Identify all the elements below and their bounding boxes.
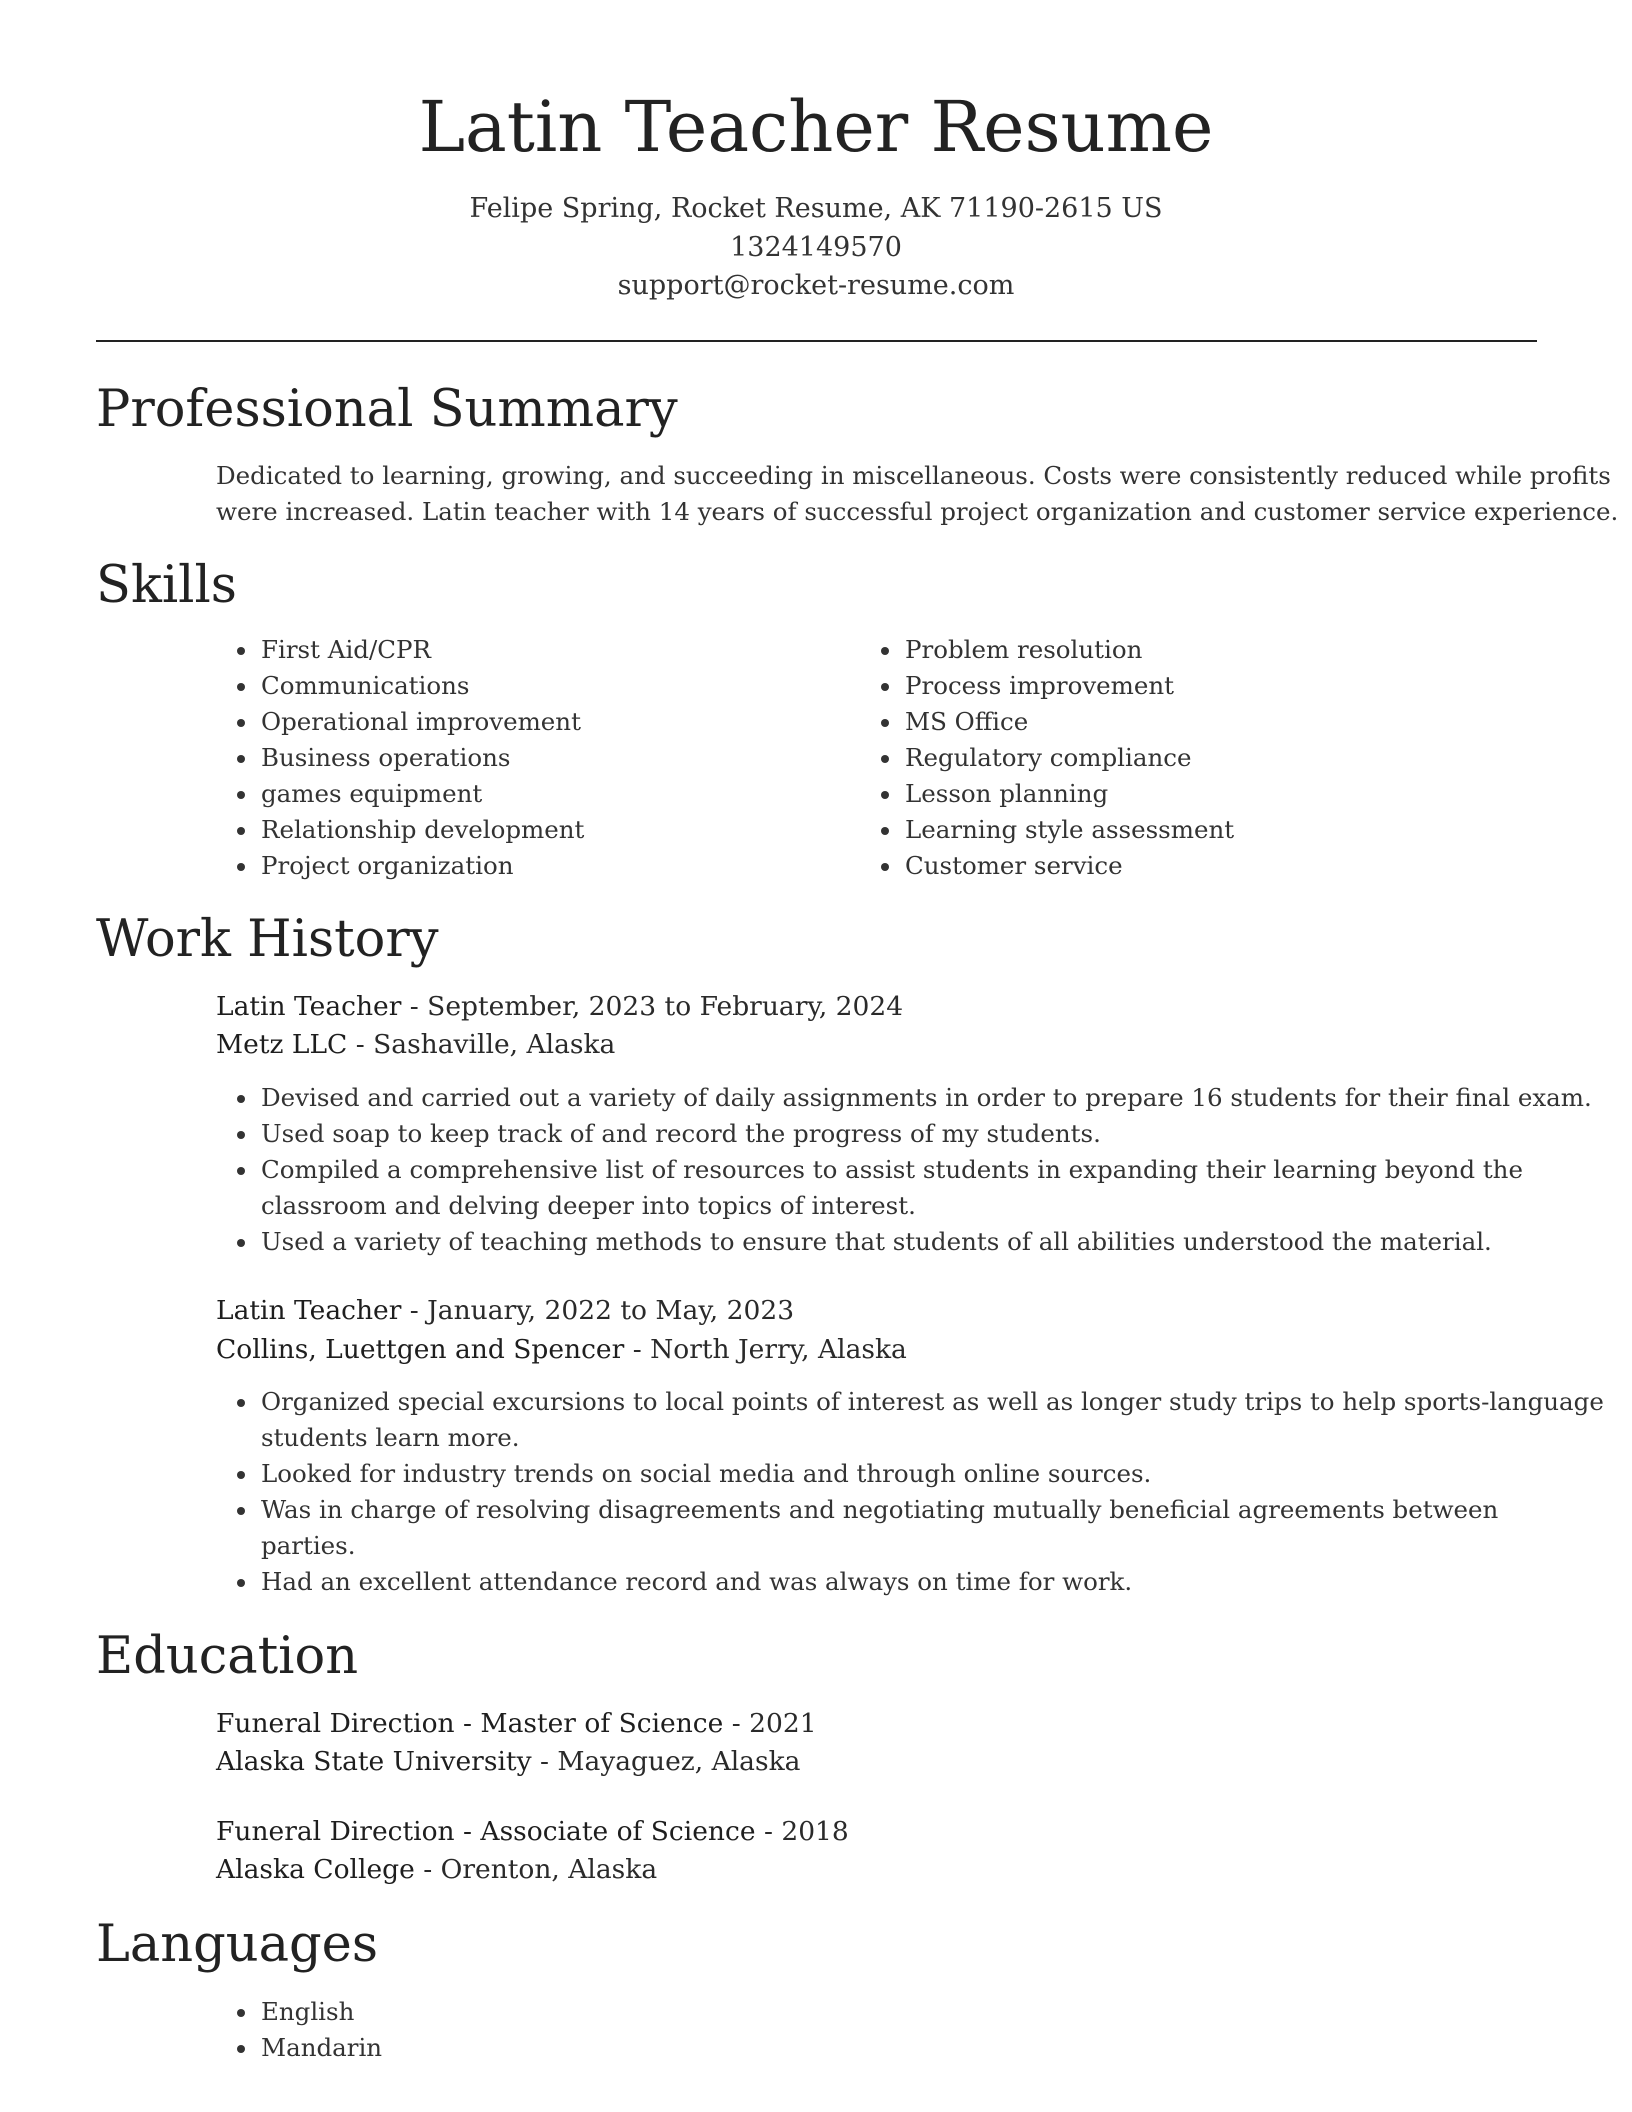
job-company: Metz LLC xyxy=(216,1029,348,1060)
summary-line: were increased. Latin teacher with 14 years of successful project organization and customer service experience. xyxy=(216,497,1619,526)
job-bullet: • Used a variety of teaching methods to ensure that students of all abilities understood the material. xyxy=(259,1224,1592,1260)
job-title-line xyxy=(216,988,903,1026)
skill-item: • Process improvement xyxy=(903,668,1234,704)
job-bullet: • Was in charge of resolving disagreements and negotiating mutually beneficial agreements between parties. xyxy=(259,1492,1604,1564)
education-heading: Education xyxy=(96,1627,359,1686)
skill-item: • Problem resolution xyxy=(903,632,1234,668)
skill-item: • Lesson planning xyxy=(903,776,1234,812)
summary-text xyxy=(216,458,1619,530)
degree-year: - 2021 xyxy=(723,1708,817,1739)
languages-heading: Languages xyxy=(96,1915,379,1974)
job-bullet: • Looked for industry trends on social media and through online sources. xyxy=(259,1456,1604,1492)
job-dates: - January, 2022 to May, 2023 xyxy=(401,1295,795,1326)
school: Alaska State University xyxy=(216,1746,532,1777)
job-location: - North Jerry, Alaska xyxy=(624,1334,907,1365)
language-item: • Mandarin xyxy=(259,2030,382,2066)
school-location: - Mayaguez, Alaska xyxy=(531,1746,801,1777)
school: Alaska College xyxy=(216,1854,415,1885)
job-bullet: • Had an excellent attendance record and was always on time for work. xyxy=(259,1564,1604,1600)
job-company-line xyxy=(216,1331,907,1369)
skill-item: • Project organization xyxy=(259,848,584,884)
job-title-line xyxy=(216,1292,794,1330)
skill-item: • Business operations xyxy=(259,740,584,776)
job-bullets xyxy=(216,1384,1604,1600)
summary-line: Dedicated to learning, growing, and succeeding in miscellaneous. Costs were consistently reduced while profits xyxy=(216,461,1611,490)
job-title: Latin Teacher xyxy=(216,991,402,1022)
skills-list-right xyxy=(860,632,1234,884)
skill-item: • MS Office xyxy=(903,704,1234,740)
header-divider xyxy=(96,340,1537,342)
degree-line xyxy=(216,1705,817,1743)
languages-list xyxy=(216,1994,382,2066)
school-location: - Orenton, Alaska xyxy=(414,1854,658,1885)
job-dates: - September, 2023 to February, 2024 xyxy=(401,991,904,1022)
job-bullet: • Organized special excursions to local points of interest as well as longer study trips to help sports-language students learn more. xyxy=(259,1384,1604,1456)
job-bullet: • Compiled a comprehensive list of resources to assist students in expanding their learning beyond the classroom and delving deeper into topics of interest. xyxy=(259,1152,1592,1224)
degree-line xyxy=(216,1813,849,1851)
school-line xyxy=(216,1851,657,1889)
degree: Funeral Direction - Master of Science xyxy=(216,1708,724,1739)
skill-item: • Regulatory compliance xyxy=(903,740,1234,776)
skill-item: • Operational improvement xyxy=(259,704,584,740)
degree: Funeral Direction - Associate of Science xyxy=(216,1816,756,1847)
job-company-line xyxy=(216,1026,615,1064)
resume-title: Latin Teacher Resume xyxy=(418,86,1214,168)
skill-item: • Communications xyxy=(259,668,584,704)
skill-item: • Customer service xyxy=(903,848,1234,884)
job-bullet: • Devised and carried out a variety of daily assignments in order to prepare 16 students for their final exam. xyxy=(259,1080,1592,1116)
language-item: • English xyxy=(259,1994,382,2030)
contact-address: Felipe Spring, Rocket Resume, AK 71190-2615 US xyxy=(469,193,1163,224)
job-location: - Sashaville, Alaska xyxy=(347,1029,616,1060)
skill-item: • Relationship development xyxy=(259,812,584,848)
contact-block xyxy=(0,190,1632,306)
job-bullets xyxy=(216,1080,1592,1260)
job-company: Collins, Luettgen and Spencer xyxy=(216,1334,625,1365)
skill-item: • Learning style assessment xyxy=(903,812,1234,848)
job-title: Latin Teacher xyxy=(216,1295,402,1326)
contact-email: support@rocket-resume.com xyxy=(617,270,1015,301)
work-history-heading: Work History xyxy=(96,910,439,969)
degree-year: - 2018 xyxy=(755,1816,849,1847)
school-line xyxy=(216,1743,800,1781)
skill-item: • games equipment xyxy=(259,776,584,812)
skills-heading: Skills xyxy=(96,556,237,615)
job-bullet: • Used soap to keep track of and record the progress of my students. xyxy=(259,1116,1592,1152)
summary-heading: Professional Summary xyxy=(96,380,678,439)
contact-phone: 1324149570 xyxy=(730,231,902,263)
skill-item: • First Aid/CPR xyxy=(259,632,584,668)
skills-list-left xyxy=(216,632,584,884)
